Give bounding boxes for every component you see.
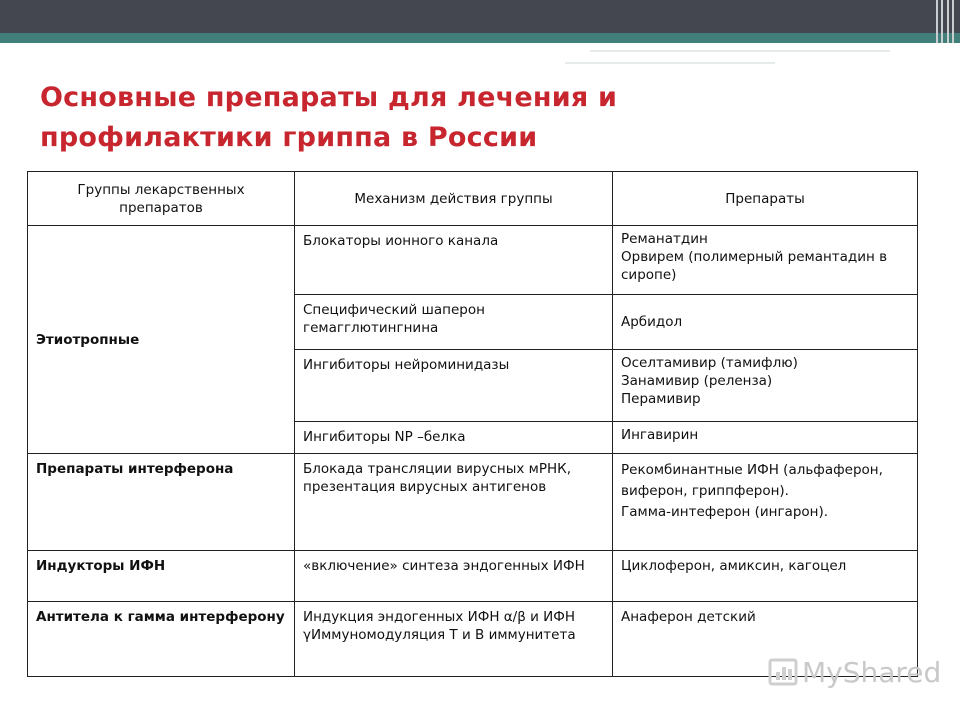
drugs-cell: Реманатдин Орвирем (полимерный ремантадин в сиропе) [613, 226, 918, 295]
watermark-text: MyShared [802, 656, 942, 689]
drugs-cell: Рекомбинантные ИФН (альфаферон, виферон, гриппферон). Гамма-интеферон (ингарон). [613, 454, 918, 551]
watermark [768, 654, 942, 690]
group-label: Индукторы ИФН [36, 558, 166, 574]
header-drugs: Препараты [613, 172, 918, 226]
group-label: Препараты интерферона [36, 461, 234, 477]
group-ifn-inducers [28, 551, 295, 602]
table-row [28, 551, 918, 602]
table-row [28, 226, 918, 295]
slide-title: Основные препараты для лечения и профилактики гриппа в России [40, 82, 618, 153]
drug-table [27, 171, 918, 677]
mechanism-cell: Блокада трансляции вирусных мРНК, презентация вирусных антигенов [295, 454, 613, 551]
drugs-cell: Анаферон детский [613, 602, 918, 677]
mechanism-cell: Индукция эндогенных ИФН α/β и ИФН γИммуномодуляция Т и В иммунитета [295, 602, 613, 677]
drugs-cell: Оселтамивир (тамифлю) Занамивир (реленза) Перамивир [613, 350, 918, 422]
myshared-logo-icon [768, 658, 798, 686]
header-mechanism: Механизм действия группы [295, 172, 613, 226]
group-interferon [28, 454, 295, 551]
decor-line [590, 50, 890, 52]
header-groups: Группы лекарственных препаратов [28, 172, 295, 226]
mechanism-cell: Ингибиторы нейроминидазы [295, 350, 613, 422]
table-header-row [28, 172, 918, 226]
group-label: Этиотропные [36, 331, 140, 348]
group-label: Антитела к гамма интерферону [36, 609, 285, 625]
top-decor-bar [0, 0, 960, 33]
drugs-cell: Ингавирин [613, 422, 918, 454]
mechanism-cell: Специфический шаперон гемагглютингнина [295, 295, 613, 350]
mechanism-cell: «включение» синтеза эндогенных ИФН [295, 551, 613, 602]
drugs-cell: Циклоферон, амиксин, кагоцел [613, 551, 918, 602]
decor-line [565, 62, 775, 64]
mechanism-cell: Блокаторы ионного канала [295, 226, 613, 295]
accent-decor-bar [0, 33, 960, 43]
table-row [28, 454, 918, 551]
mechanism-cell: Ингибиторы NP –белка [295, 422, 613, 454]
group-etiotropic [28, 226, 295, 454]
decor-stripes [930, 0, 960, 43]
group-antibodies [28, 602, 295, 677]
drugs-cell: Арбидол [613, 295, 918, 350]
